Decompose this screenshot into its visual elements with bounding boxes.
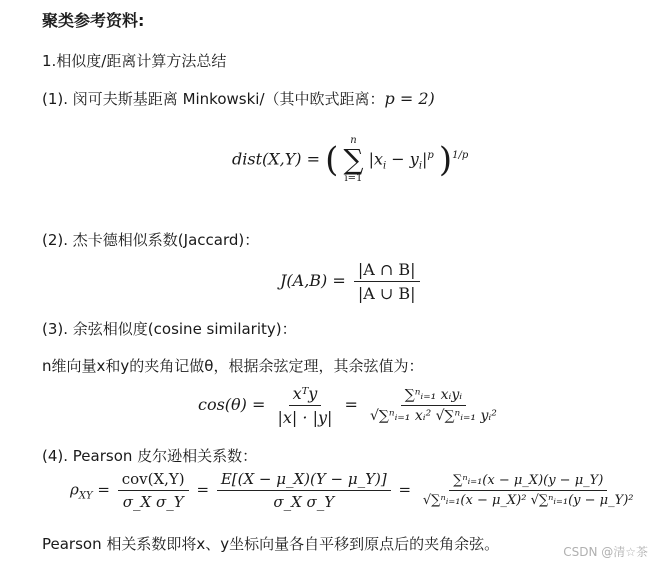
eq1-body: |x	[368, 149, 383, 169]
minkowski-formula	[232, 136, 468, 184]
eq3-lhs: cos(θ) =	[198, 395, 266, 414]
eq4-lhs-sub: XY	[78, 490, 93, 502]
eq4-fraction-1	[118, 470, 189, 511]
item-3-text: 余弦相似度(cosine similarity)：	[72, 320, 297, 338]
section-heading: 1.相似度/距离计算方法总结	[42, 52, 227, 70]
page-title: 聚类参考资料:	[42, 11, 145, 30]
eq4-fraction-2	[217, 470, 391, 511]
eq1-open-paren: (	[325, 140, 339, 180]
item-3	[42, 318, 297, 339]
eq3-equals: =	[344, 395, 358, 414]
eq1-power: p	[427, 150, 434, 162]
eq3-fraction-2	[366, 387, 501, 424]
item-3-number: (3).	[42, 320, 69, 338]
cosine-formula	[198, 384, 504, 427]
item-4	[42, 445, 257, 466]
eq4-denominator-1: σ_X σ_Y	[122, 493, 184, 511]
pearson-formula	[70, 470, 641, 511]
eq4-numerator-2: E[(X − μ_X)(Y − μ_Y)]	[217, 470, 391, 491]
item-3-description: n维向量x和y的夹角记做θ，根据余弦定理，其余弦值为：	[42, 357, 424, 375]
item-1-number: (1).	[42, 90, 69, 108]
eq4-numerator-3: ∑ⁿᵢ₌₁(x − μ_X)(y − μ_Y)	[449, 473, 607, 491]
eq1-sub-i2: i	[418, 160, 423, 172]
eq3-fraction-1	[274, 384, 337, 427]
eq4-numerator-1: cov(X,Y)	[118, 470, 189, 491]
eq4-denominator-3: √∑ⁿᵢ₌₁(x − μ_X)² √∑ⁿᵢ₌₁(y − μ_Y)²	[422, 493, 634, 508]
eq1-sum-upper: n	[350, 135, 357, 146]
eq1-sum	[343, 136, 363, 184]
eq1-sum-sign: ∑	[343, 143, 364, 176]
item-2-text: 杰卡德相似系数(Jaccard)：	[72, 231, 260, 249]
eq1-minus: − y	[386, 149, 419, 169]
eq4-equals-1: =	[97, 480, 110, 499]
eq4-equals-3: =	[398, 480, 412, 499]
item-1-tail: p = 2)	[384, 89, 435, 108]
watermark: CSDN @清☆茶	[563, 545, 648, 559]
eq3-denominator-2: √∑ⁿᵢ₌₁ xᵢ² √∑ⁿᵢ₌₁ yᵢ²	[370, 408, 497, 424]
eq1-sub-i: i	[382, 160, 387, 172]
footer-text: Pearson 相关系数即将x、y坐标向量各自平移到原点后的夹角余弦。	[42, 535, 500, 553]
eq4-equals-2: =	[196, 480, 210, 499]
item-1-text: 闵可夫斯基距离 Minkowski/（其中欧式距离：	[72, 90, 385, 108]
eq1-bar: |	[422, 149, 428, 169]
item-1	[42, 88, 435, 109]
item-2	[42, 229, 259, 250]
eq4-lhs: ρ	[70, 480, 79, 499]
eq1-outer-power: 1/p	[452, 150, 469, 162]
eq2-fraction	[354, 260, 420, 303]
item-2-number: (2).	[42, 231, 69, 249]
eq2-lhs: J(A,B) =	[280, 271, 346, 290]
eq2-numerator: |A ∩ B|	[354, 260, 420, 282]
jaccard-formula	[280, 260, 423, 303]
eq2-denominator: |A ∪ B|	[357, 284, 416, 303]
eq1-sum-lower: i=1	[344, 173, 363, 184]
eq3-numerator-1: xᵀy	[289, 384, 322, 406]
item-4-number: (4).	[42, 447, 69, 465]
eq1-lhs: dist(X,Y) =	[232, 149, 321, 169]
eq1-close-paren: )	[438, 140, 453, 180]
eq4-denominator-2: σ_X σ_Y	[273, 493, 335, 511]
eq3-denominator-1: |x| · |y|	[277, 408, 333, 427]
eq4-fraction-3	[419, 473, 638, 508]
item-4-text: Pearson 皮尔逊相关系数：	[72, 447, 258, 465]
eq3-numerator-2: ∑ⁿᵢ₌₁ xᵢyᵢ	[401, 387, 466, 406]
